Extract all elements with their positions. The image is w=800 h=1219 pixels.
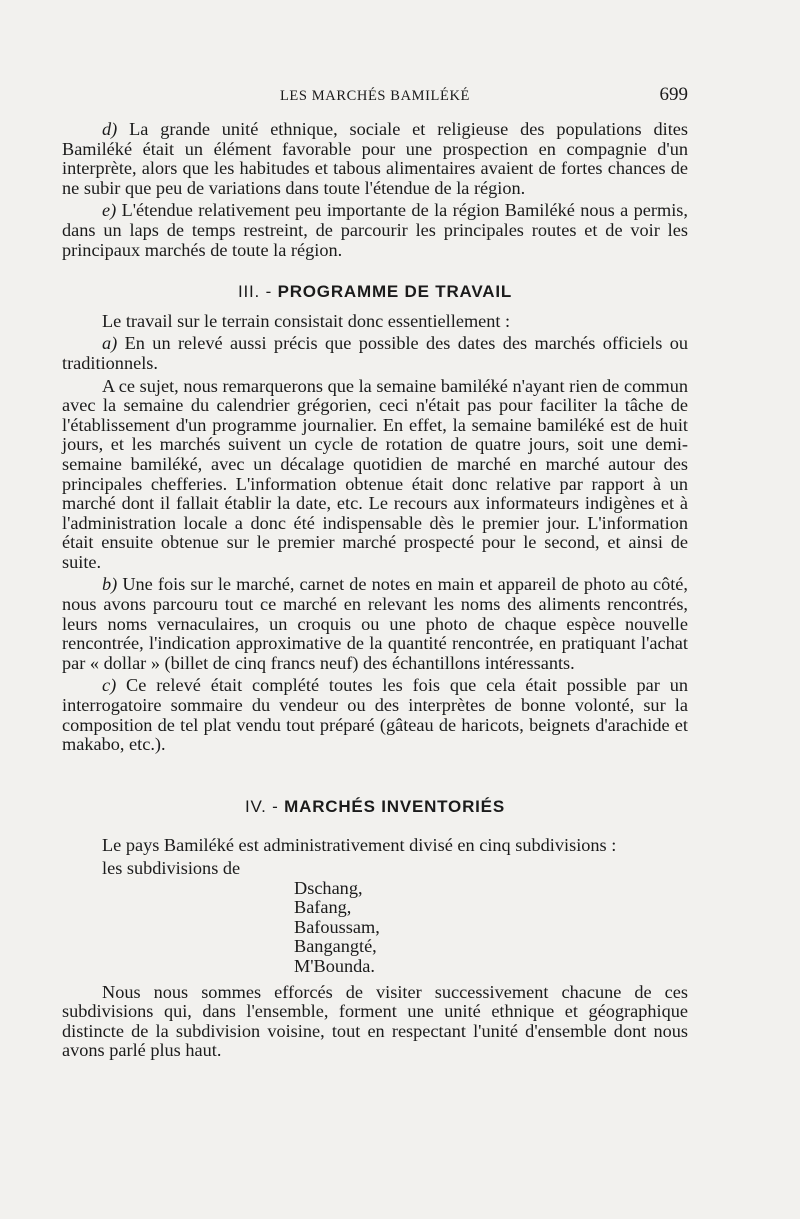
section3-intro: Le travail sur le terrain consistait donc essentiellement : xyxy=(102,310,511,331)
item-label: c) xyxy=(102,675,117,696)
section-heading-3 xyxy=(62,282,688,302)
paragraph-week: A ce sujet, nous remarquerons que la semaine bamiléké n'ayant rien de commun avec la semaine du calendrier grégorien, ceci n'était pas pour faciliter la tâche de l'établissement d'un programme journalier. En effet, la semaine bamiléké est de huit jours, et les marchés suivent un cycle de rotation de quatre jours, soit une demi-semaine bamiléké, avec un décalage quotidien de marché en marché autour des principales chefferies. L'information obtenue était donc relative par rapport à un marché dont il fallait établir la date, etc. Le recours aux informateurs indigènes et à l'administration locale a donc été indispensable dès le premier jour. L'information était ensuite obtenue sur le premier marché prospecté pour le second, et ainsi de suite. xyxy=(62,375,688,572)
closing-paragraph: Nous nous sommes efforcés de visiter successivement chacune de ces subdivisions qui, dans l'ensemble, forment une unité ethnique et géographique distincte de la subdivision voisine, tout en respectant l'unité d'ensemble dont nous avons parlé plus haut. xyxy=(62,981,688,1061)
section-heading-4 xyxy=(62,797,688,817)
item-label: e) xyxy=(102,200,117,221)
paragraph-text: Ce relevé était complété toutes les fois que cela était possible par un interrogatoire sommaire du vendeur ou des interprètes de bonne volonté, sur la composition de tel plat vendu tout préparé (gâteau de haricots, beignets d'arachide et makabo, etc.). xyxy=(62,675,688,755)
subdivision-item: Bafang, xyxy=(294,897,352,918)
body-text xyxy=(62,120,688,1064)
subdivision-item: Dschang, xyxy=(294,877,363,898)
item-label: a) xyxy=(102,333,118,354)
item-label: b) xyxy=(102,574,118,595)
section-number: IV. - xyxy=(245,796,285,816)
subdivisions-lead: les subdivisions de xyxy=(102,858,241,878)
running-header xyxy=(62,84,688,108)
subdivision-item: Bafoussam, xyxy=(294,916,380,937)
section-title: PROGRAMME DE TRAVAIL xyxy=(277,282,513,302)
subdivision-item: Bangangté, xyxy=(294,936,377,957)
subdivision-list xyxy=(62,879,688,977)
paragraph-text: La grande unité ethnique, sociale et religieuse des populations dites Bamiléké était un élément favorable pour une prospection en compagnie d'un interprète, alors que les habitudes et tabous alimentaires avaient de fortes chances de ne subir que peu de variations dans toute l'étendue de la région. xyxy=(62,119,688,198)
paragraph-a xyxy=(62,334,688,373)
running-title: LES MARCHÉS BAMILÉKÉ xyxy=(279,88,471,104)
paragraph-d xyxy=(62,120,688,198)
paragraph-text: Une fois sur le marché, carnet de notes en main et appareil de photo au côté, nous avons parcouru tout ce marché en relevant les noms des aliments rencontrés, leurs noms vernaculaires, un croquis ou une photo de chaque espèce nouvelle rencontrée, l'indication approximative de la quantité rencontrée, en pratiquant l'achat par « dollar » (billet de cinq francs neuf) des échantillons intéressants. xyxy=(62,574,688,673)
subdivision-item: M'Bounda. xyxy=(294,955,375,976)
paragraph-text: En un relevé aussi précis que possible des dates des marchés officiels ou traditionnels. xyxy=(62,333,688,373)
section-number: III. - xyxy=(237,282,278,302)
item-label: d) xyxy=(102,119,118,139)
paragraph-e xyxy=(62,201,688,260)
paragraph-b xyxy=(62,575,688,673)
paragraph-c xyxy=(62,676,688,754)
page-number: 699 xyxy=(659,84,688,105)
section-title: MARCHÉS INVENTORIÉS xyxy=(284,796,505,816)
section4-intro: Le pays Bamiléké est administrativement divisé en cinq subdivisions : xyxy=(102,835,617,856)
paragraph-text: L'étendue relativement peu importante de la région Bamiléké nous a permis, dans un laps de temps restreint, de parcourir les principales routes et de voir les principaux marchés de toute la région. xyxy=(62,200,688,260)
